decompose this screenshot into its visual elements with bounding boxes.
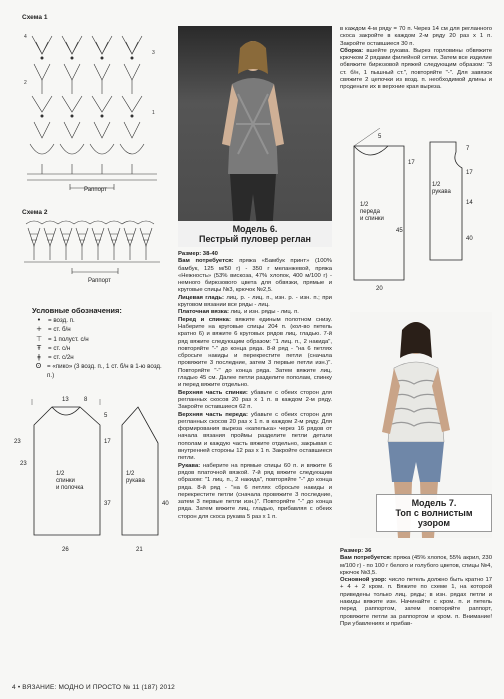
legend-item	[32, 353, 162, 362]
legend-text: = ст. б/н	[48, 326, 71, 334]
dim-label: 17	[104, 439, 111, 445]
legend-symbol: ʘ	[35, 362, 42, 371]
legend-text: = ст. с/2н	[48, 354, 74, 362]
model6-photo	[178, 26, 332, 247]
piece-label: спинки	[56, 478, 75, 484]
dim-label: 8	[84, 397, 88, 403]
dim-label: 26	[62, 547, 69, 553]
model7-instructions	[340, 548, 492, 628]
legend-text: = возд. п.	[48, 317, 75, 325]
model6-instructions-cont	[340, 26, 492, 92]
legend-text: = «пико» (3 возд. п., 1 ст. б/н в 1-ю возд. п.)	[47, 363, 162, 380]
dim-label: 37	[104, 501, 111, 507]
model6-subtitle: Пестрый пуловер реглан	[198, 234, 311, 244]
piece-label: и спинки	[360, 216, 384, 222]
paragraph: в каждом 4-м ряду = 70 п. Через 14 см для регланного скоса закройте в каждом 2-м ряду 20 раз х 1 п. Закройте оставшиеся 30 п.	[340, 26, 492, 47]
pattern-right-diagram	[340, 128, 492, 298]
dim-label: 13	[62, 397, 69, 403]
paragraph: Размер: 36	[340, 548, 372, 554]
paragraph: Основной узор: число петель должно быть кратно 17 + 4 + 2 кром. п. Вяжите по схеме 1, на которой приведены только лиц. ряды; в изн. рядах петли и накиды вяжите изн. Начинайте с кром. п. и петель перед раппортом, затем повторяйте раппорт, провяжите петли за раппортом и кром. п. Внимание! При убавлениях и прибав-	[340, 577, 493, 627]
paragraph: Платочная вязка: лиц. и изн. ряды - лиц. п.	[178, 309, 299, 316]
scheme2-label: Схема 2	[22, 209, 48, 216]
paragraph: Верхняя часть переда: убавьте с обеих сторон для регланных скосов 20 раз х 1 п. в каждом 2-м ряду. Для формирования выреза «капелька» через 16 рядов от начала вязания проймы разделите петли детали пополам и каждую часть вяжите отдельно, закрывая с внутренней стороны 12 раз х 1 п. Закройте оставшиеся петли.	[178, 411, 332, 462]
legend-item	[32, 335, 162, 344]
legend-symbol: +	[36, 325, 42, 334]
dim-label: 40	[466, 236, 473, 242]
model6-title: Модель 6.	[232, 224, 278, 234]
dim-label: 23	[20, 461, 27, 467]
legend-item	[32, 362, 162, 380]
svg-text:4: 4	[24, 34, 27, 40]
piece-label: 1/2	[432, 182, 441, 188]
piece-label: 1/2	[56, 471, 65, 477]
svg-text:2: 2	[24, 80, 27, 86]
paragraph: Вам потребуется: пряжа (45% хлопок, 55% акрил, 230 м/100 г) - по 100 г белого и голубого цветов, спицы №4, крючок №3,5.	[340, 555, 492, 576]
dim-label: 5	[104, 413, 108, 419]
dim-label: 7	[466, 146, 470, 152]
piece-label: переда	[360, 209, 380, 215]
legend-item	[32, 316, 162, 325]
dim-label: 45	[396, 228, 403, 234]
piece-label: и полочка	[56, 485, 84, 491]
paragraph: Лицевая гладь: лиц. р. - лиц. п., изн. р. - изн. п.; при круговом вязании все ряды - лиц.	[178, 294, 332, 309]
scheme1-label: Схема 1	[22, 14, 48, 21]
dim-label: 5	[378, 134, 382, 140]
dim-label: 40	[162, 501, 169, 507]
dim-label: 17	[466, 170, 473, 176]
legend-symbol: •	[36, 316, 42, 325]
svg-text:3: 3	[152, 50, 155, 56]
piece-label: рукава	[432, 189, 451, 195]
svg-text:1: 1	[152, 110, 155, 116]
legend-text: = ст. с/н	[48, 344, 71, 352]
pattern-left-diagram	[12, 393, 174, 563]
legend-symbol: ǂ	[37, 353, 41, 362]
dim-label: 20	[376, 286, 383, 292]
model7-photo	[350, 312, 492, 538]
paragraph: Вам потребуется: пряжа «Бамбук принт» (100% бамбук, 125 м/50 г) - 350 г меланжевой, пряжа «Нежность» (53% вискоза, 47% хлопок, 400 м/100 г) - немного бирюзового цвета для обвязки, прямые и круговые спицы №3, крючок №2,5.	[178, 258, 332, 294]
scheme1-rapport: Раппорт	[84, 187, 107, 193]
model7-subtitle: Топ с волнистым узором	[395, 508, 473, 528]
model7-caption	[376, 494, 492, 532]
legend-item	[32, 344, 162, 353]
model-figure	[218, 34, 288, 234]
scheme2-rapport: Раппорт	[88, 278, 111, 284]
model6-instructions	[178, 251, 332, 521]
legend-symbol: ⊤	[35, 334, 43, 343]
legend	[32, 306, 162, 381]
model7-title: Модель 7.	[411, 498, 457, 508]
paragraph: Перед и спинка: вяжите единым полотном снизу. Наберите на круговые спицы 204 п. (кол-во петель кратно 6) и вяжите 6 круговых рядов лиц. гладью. 7-й ряд вяжите следующим образом: "1 лиц. п., 2 накида", повторяйте "-" до конца ряда. 8-й ряд - "на 6 петлях сбросьте накиды и перекрестите петли (сначала провяжите 3 последние, затем 3 первые петли изн.)". Повторяйте "-" до конца ряда. Затем вяжите лиц. гладью 45 см. Далее петли разделите пополам, спинку и перед вяжите отдельно.	[178, 316, 332, 389]
page-footer: 4 • ВЯЗАНИЕ: МОДНО И ПРОСТО № 11 (187) 2012	[12, 684, 175, 691]
scheme2-chart	[22, 216, 162, 286]
dim-label: 23	[14, 439, 21, 445]
piece-label: 1/2	[126, 471, 135, 477]
piece-label: 1/2	[360, 202, 369, 208]
dim-label: 21	[136, 547, 143, 553]
paragraph: Размер: 38-40	[178, 251, 218, 257]
legend-title: Условные обозначения:	[32, 306, 122, 315]
legend-text: = 1 полуст. с/н	[48, 335, 89, 343]
model6-caption	[178, 221, 332, 247]
paragraph: Верхняя часть спинки: убавьте с обеих сторон для регланных скосов 20 раз х 1 п. в каждом 2-м ряду. Закройте оставшиеся 62 п.	[178, 389, 332, 411]
legend-symbol: Ŧ	[36, 343, 42, 352]
piece-label: рукава	[126, 478, 145, 484]
scheme1-chart	[22, 24, 162, 196]
dim-label: 17	[408, 160, 415, 166]
paragraph: Рукава: наберите на прямые спицы 60 п. и вяжите 6 рядов платочной вязкой. 7-й ряд вяжите следующим образом: "1 лиц. п., 2 накида", повторяйте "-" до конца ряда. 8-й ряд - "на 6 петлях сбросьте накиды и перекрестите петли (сначала провяжите 3 последние, затем 3 первые петли изн.)". Повторяйте "-" до конца ряда. Затем вяжите лиц. гладью, прибавляя с обеих сторон для скоса рукава 5 раз х 1 п.	[178, 462, 332, 520]
legend-item	[32, 325, 162, 334]
dim-label: 14	[466, 200, 473, 206]
paragraph: Сборка: вшейте рукава. Вырез горловины обвяжите крючком 2 рядами филейной сетки. Затем все изделие обвяжите бирюзовой пряжей следующим образом: "3 ст. б/н, 1 пышный ст.", повторяйте "-". Для завязок свяжите 2 цепочки из возд. п. необходимой длины и проденьте их в верхние края выреза.	[340, 47, 492, 91]
